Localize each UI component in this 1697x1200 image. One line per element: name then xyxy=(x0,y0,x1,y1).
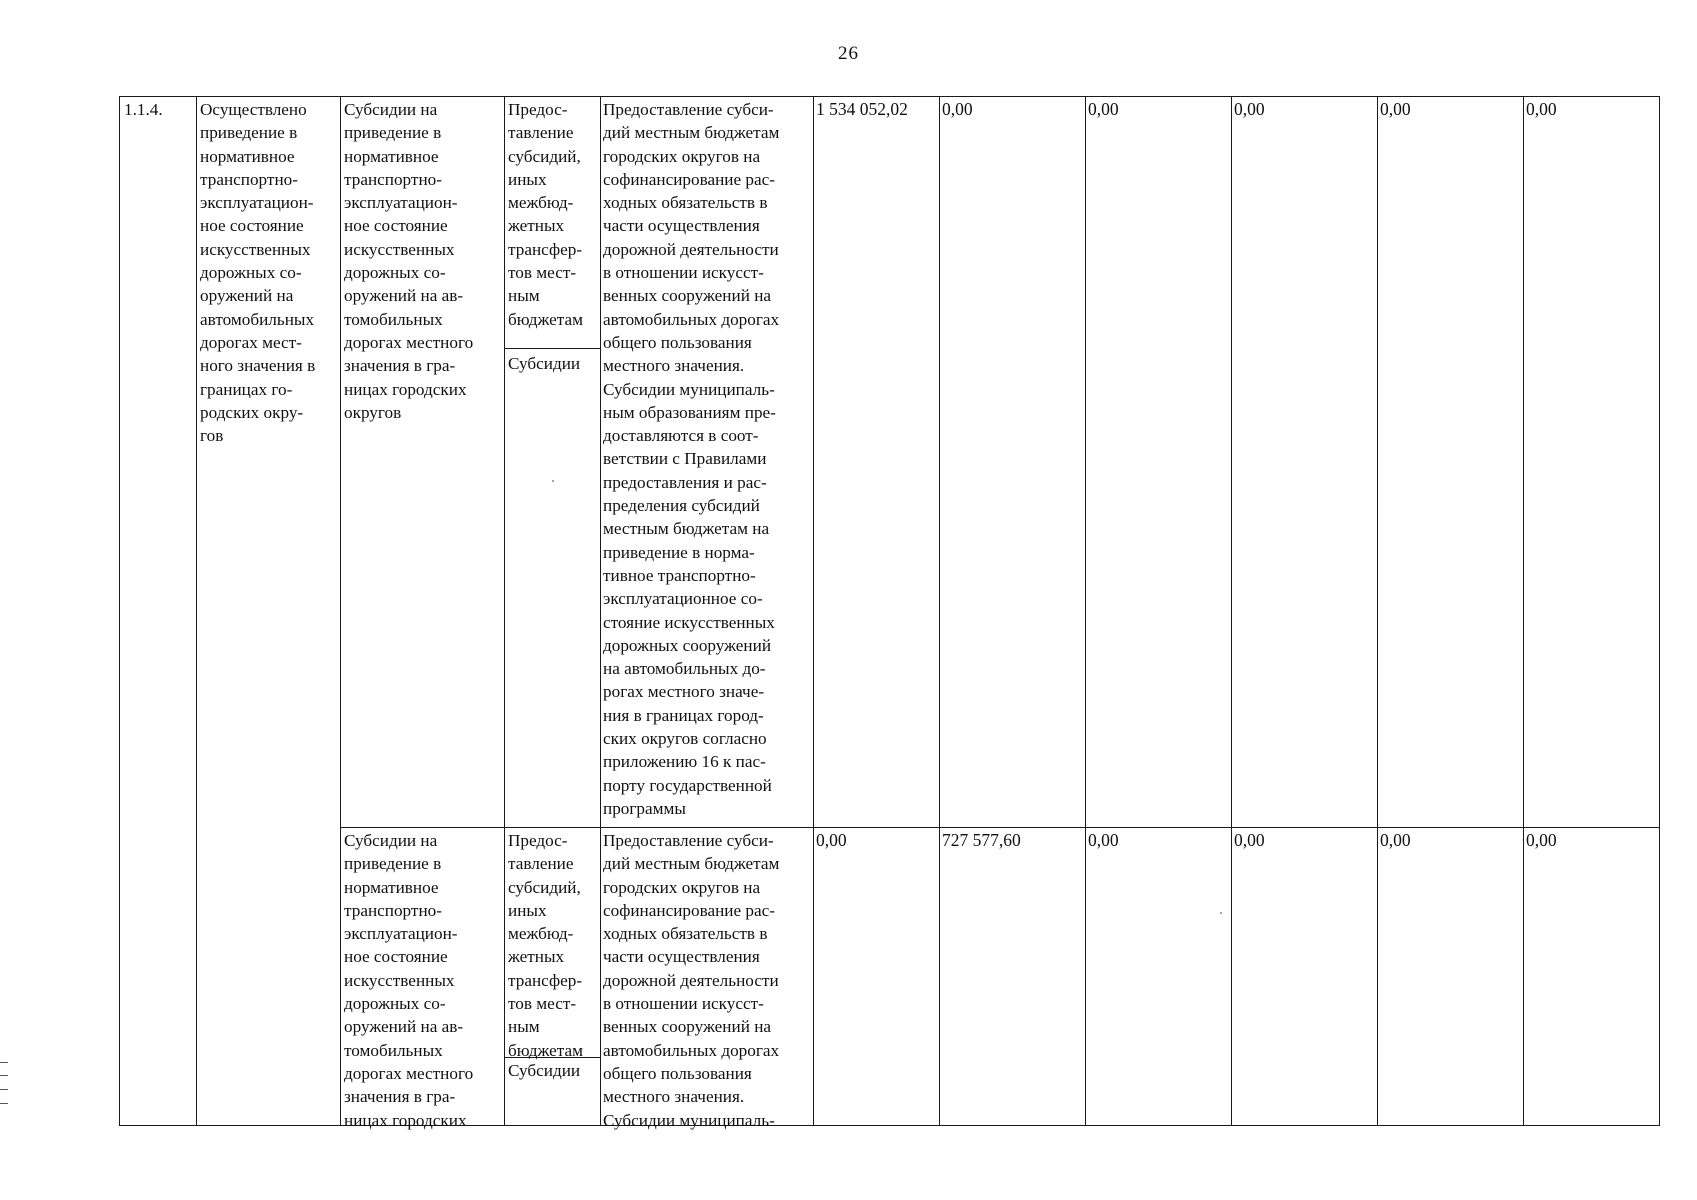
column-border xyxy=(119,96,120,1126)
expense-type: Предос- тавление субсидий, иных межбюд- жетных трансфер- тов мест- ным бюджетам xyxy=(508,831,583,1060)
scan-margin-mark xyxy=(0,1062,8,1104)
column-border xyxy=(340,96,341,1126)
amount-year-3: 0,00 xyxy=(1088,830,1119,850)
amount-year-4: 0,00 xyxy=(1234,830,1265,850)
column-border xyxy=(196,96,197,1126)
amount-year-1: 1 534 052,02 xyxy=(816,99,908,119)
scan-speck xyxy=(552,480,554,482)
amount-year-2: 727 577,60 xyxy=(942,830,1021,850)
column-border xyxy=(504,96,505,1126)
column-border xyxy=(939,96,940,1126)
column-border xyxy=(1523,96,1524,1126)
subsidy-name: Субсидии на приведение в нормативное транспортно- эксплуатацион- ное состояние искусственных дорожных со- оружений на ав- томобильных дорогах местного значения в гра- ницах городских xyxy=(344,831,474,1130)
expense-type: Предос- тавление субсидий, иных межбюд- жетных трансфер- тов мест- ным бюджетам xyxy=(508,100,583,329)
scan-speck xyxy=(1220,912,1222,914)
row-divider xyxy=(340,827,1659,828)
column-border xyxy=(600,96,601,1126)
subsidy-name: Субсидии на приведение в нормативное транспортно- эксплуатацион- ное состояние искусственных дорожных со- оружений на ав- томобильных дорогах местного значения в гра- ницах городских округов xyxy=(344,100,474,422)
amount-year-2: 0,00 xyxy=(942,99,973,119)
expense-type-subsidy: Субсидии xyxy=(508,1061,581,1080)
subsidy-description: Предоставление субси- дий местным бюджетам городских округов на софинансирование рас- ходных обязательств в части осуществления дорожной деятельности в отношении искусст- венных сооружений на автомобильных дорогах общего пользования местного значения. Субсидии муниципаль- ным образованиям пре- доставляются в соот- ветствии с Правилами предоставления и рас- пределения субсидий местным бюджетам на приведение в норма- тивное транспортно- эксплуатационное со- стояние искусственных дорожных сооружений на автомобильных до- рогах местного значе- ния в границах город- ских округов согласно приложению 16 к пас- порту государственной программы xyxy=(603,100,780,818)
amount-year-5: 0,00 xyxy=(1380,99,1411,119)
item-number: 1.1.4. xyxy=(124,100,163,119)
amount-year-5: 0,00 xyxy=(1380,830,1411,850)
budget-table xyxy=(119,96,1659,1130)
amount-year-6: 0,00 xyxy=(1526,830,1557,850)
page-number: 26 xyxy=(838,43,859,64)
event-description: Осуществлено приведение в нормативное транспортно- эксплуатацион- ное состояние искусственных дорожных со- оружений на автомобильных дорогах мест- ного значения в границах го- родских окру- гов xyxy=(200,100,316,446)
table-top-border xyxy=(119,96,1659,97)
amount-year-6: 0,00 xyxy=(1526,99,1557,119)
column-border xyxy=(813,96,814,1126)
amount-year-1: 0,00 xyxy=(816,830,847,850)
type-divider xyxy=(504,348,600,349)
amount-year-3: 0,00 xyxy=(1088,99,1119,119)
subsidy-description: Предоставление субси- дий местным бюджетам городских округов на софинансирование рас- ходных обязательств в части осуществления дорожной деятельности в отношении искусст- венных сооружений на автомобильных дорогах общего пользования местного значения. Субсидии муниципаль- xyxy=(603,831,780,1130)
expense-type-subsidy: Субсидии xyxy=(508,354,581,373)
amount-year-4: 0,00 xyxy=(1234,99,1265,119)
column-border xyxy=(1659,96,1660,1126)
column-border xyxy=(1377,96,1378,1126)
column-border xyxy=(1231,96,1232,1126)
column-border xyxy=(1085,96,1086,1126)
